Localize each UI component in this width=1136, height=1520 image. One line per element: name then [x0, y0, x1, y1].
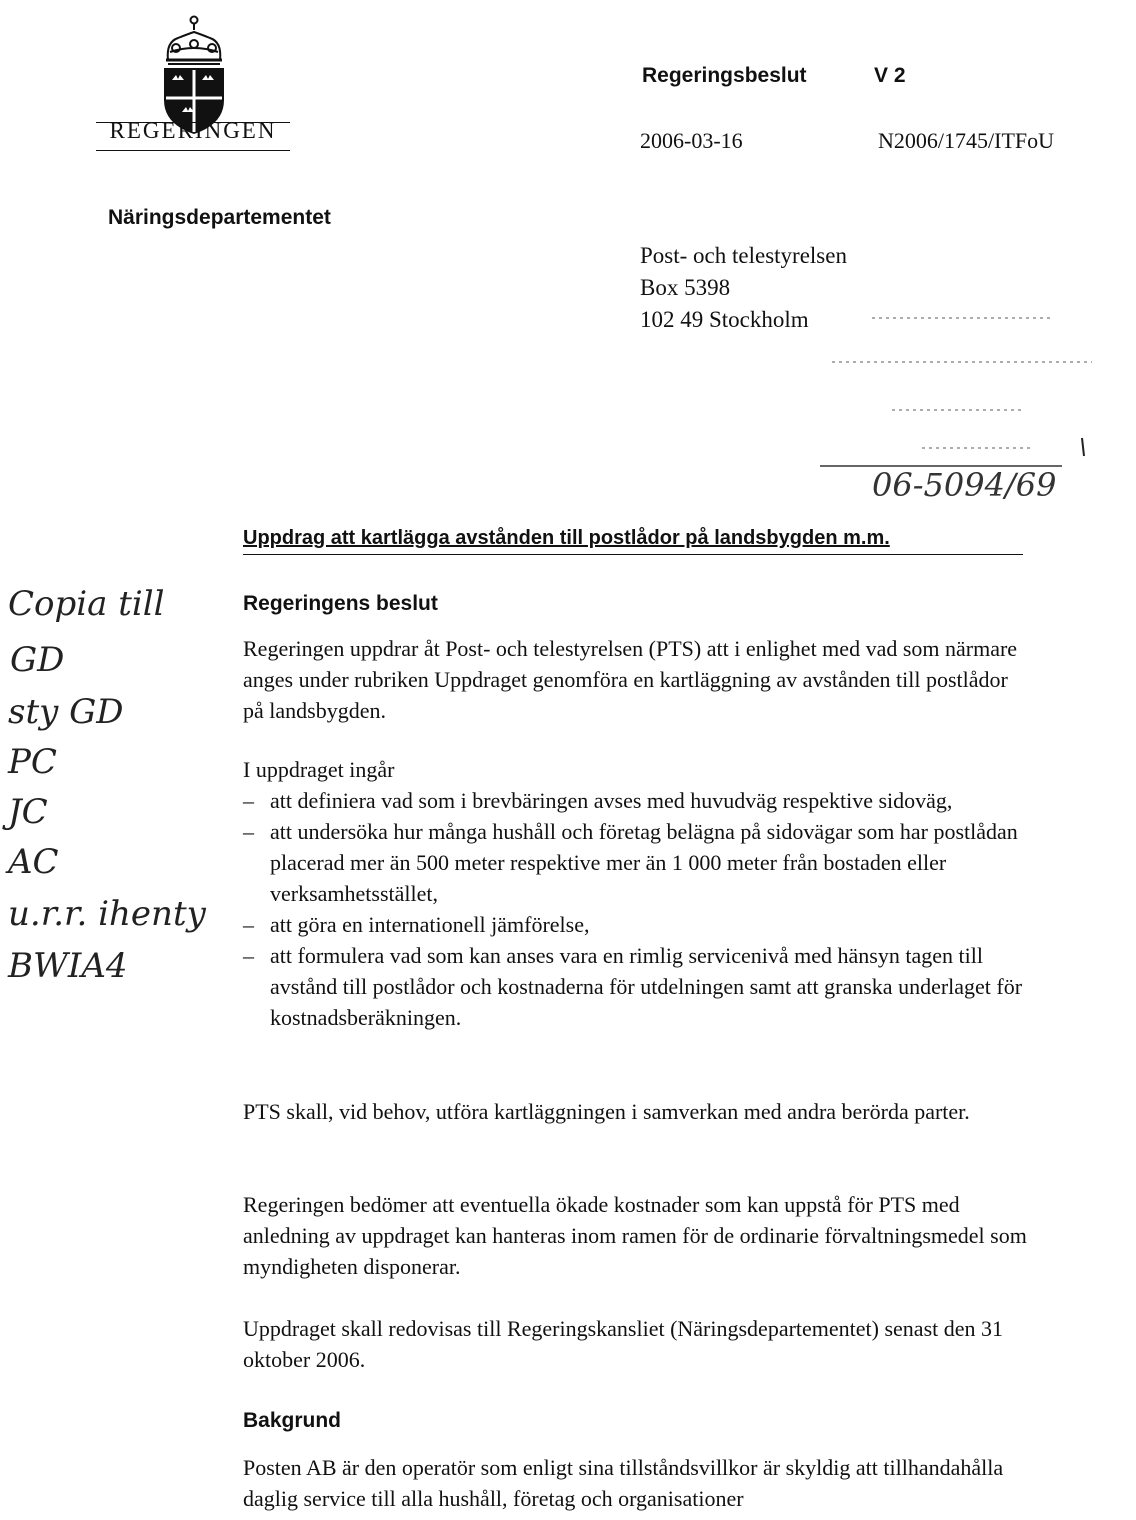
decision-date: 2006-03-16: [640, 128, 743, 153]
task-item: – att definiera vad som i brevbäringen avses med huvudväg respektive sidoväg,: [243, 785, 1033, 816]
reference-number: N2006/1745/ITFoU: [878, 128, 1054, 153]
subject-rule: [243, 554, 1023, 555]
costs-paragraph: Regeringen bedömer att eventuella ökade kostnader som kan uppstå för PTS med anledning av uppdraget kan hanteras inom ramen för de ordinarie förvaltningsmedel som myndigheten disponerar.: [243, 1192, 1027, 1279]
address-line: 102 49 Stockholm: [640, 307, 809, 332]
section-heading-background: Bakgrund: [243, 1409, 342, 1432]
handwritten-note: AC: [8, 842, 59, 882]
document-version: V 2: [874, 64, 906, 87]
handwritten-note: u.r.r. ihenty: [8, 894, 206, 934]
government-wordmark: REGERINGEN: [109, 118, 277, 143]
handwritten-note: GD: [10, 640, 65, 680]
document-type: Regeringsbeslut: [642, 64, 807, 87]
reporting-paragraph: Uppdraget skall redovisas till Regeringskansliet (Näringsdepartementet) senast den 31 oktober 2006.: [243, 1316, 1004, 1372]
decision-paragraph: Regeringen uppdrar åt Post- och telestyrelsen (PTS) att i enlighet med vad som närmare anges under rubriken Uppdraget genomföra en kartläggning av avstånden till postlådor på landsbygden.: [243, 636, 1018, 723]
address-line: Post- och telestyrelsen: [640, 243, 847, 268]
address-line: Box 5398: [640, 275, 731, 300]
handwritten-distribution-list: [0, 580, 250, 1000]
background-paragraph: Posten AB är den operatör som enligt sina tillståndsvillkor är skyldig att tillhandahålla daglig service till alla hushåll, företag och organisationer: [243, 1455, 1004, 1511]
task-item: – att undersöka hur många hushåll och företag belägna på sidovägar som har postlådan placerad mer än 500 meter respektive mer än 1 000 meter från bostaden eller verksamhetsstället,: [243, 816, 1033, 909]
department-name: Näringsdepartementet: [108, 206, 331, 229]
cooperation-paragraph: PTS skall, vid behov, utföra kartläggningen i samverkan med andra berörda parter.: [243, 1099, 970, 1124]
letterhead-rule-bottom: [96, 150, 290, 151]
tasks-intro: I uppdraget ingår: [243, 757, 395, 782]
subject-heading: Uppdrag att kartlägga avstånden till postlådor på landsbygden m.m.: [243, 527, 890, 549]
registry-number-handwritten: 06-5094/69: [872, 466, 1057, 504]
handwritten-note: JC: [8, 792, 48, 832]
task-item: – att göra en internationell jämförelse,: [243, 909, 1033, 940]
handwritten-note: PC: [8, 742, 57, 782]
task-list: [243, 785, 1033, 1033]
handwritten-note: Copia till: [8, 584, 165, 624]
handwritten-note: BWIA4: [8, 946, 128, 986]
section-heading-decision: Regeringens beslut: [243, 592, 438, 615]
task-item: – att formulera vad som kan anses vara en rimlig servicenivå med hänsyn tagen till avstånd till postlådor och kostnaderna för utdelningen samt att granska underlaget för kostnadsberäkningen.: [243, 940, 1033, 1033]
handwritten-note: sty GD: [8, 692, 124, 732]
